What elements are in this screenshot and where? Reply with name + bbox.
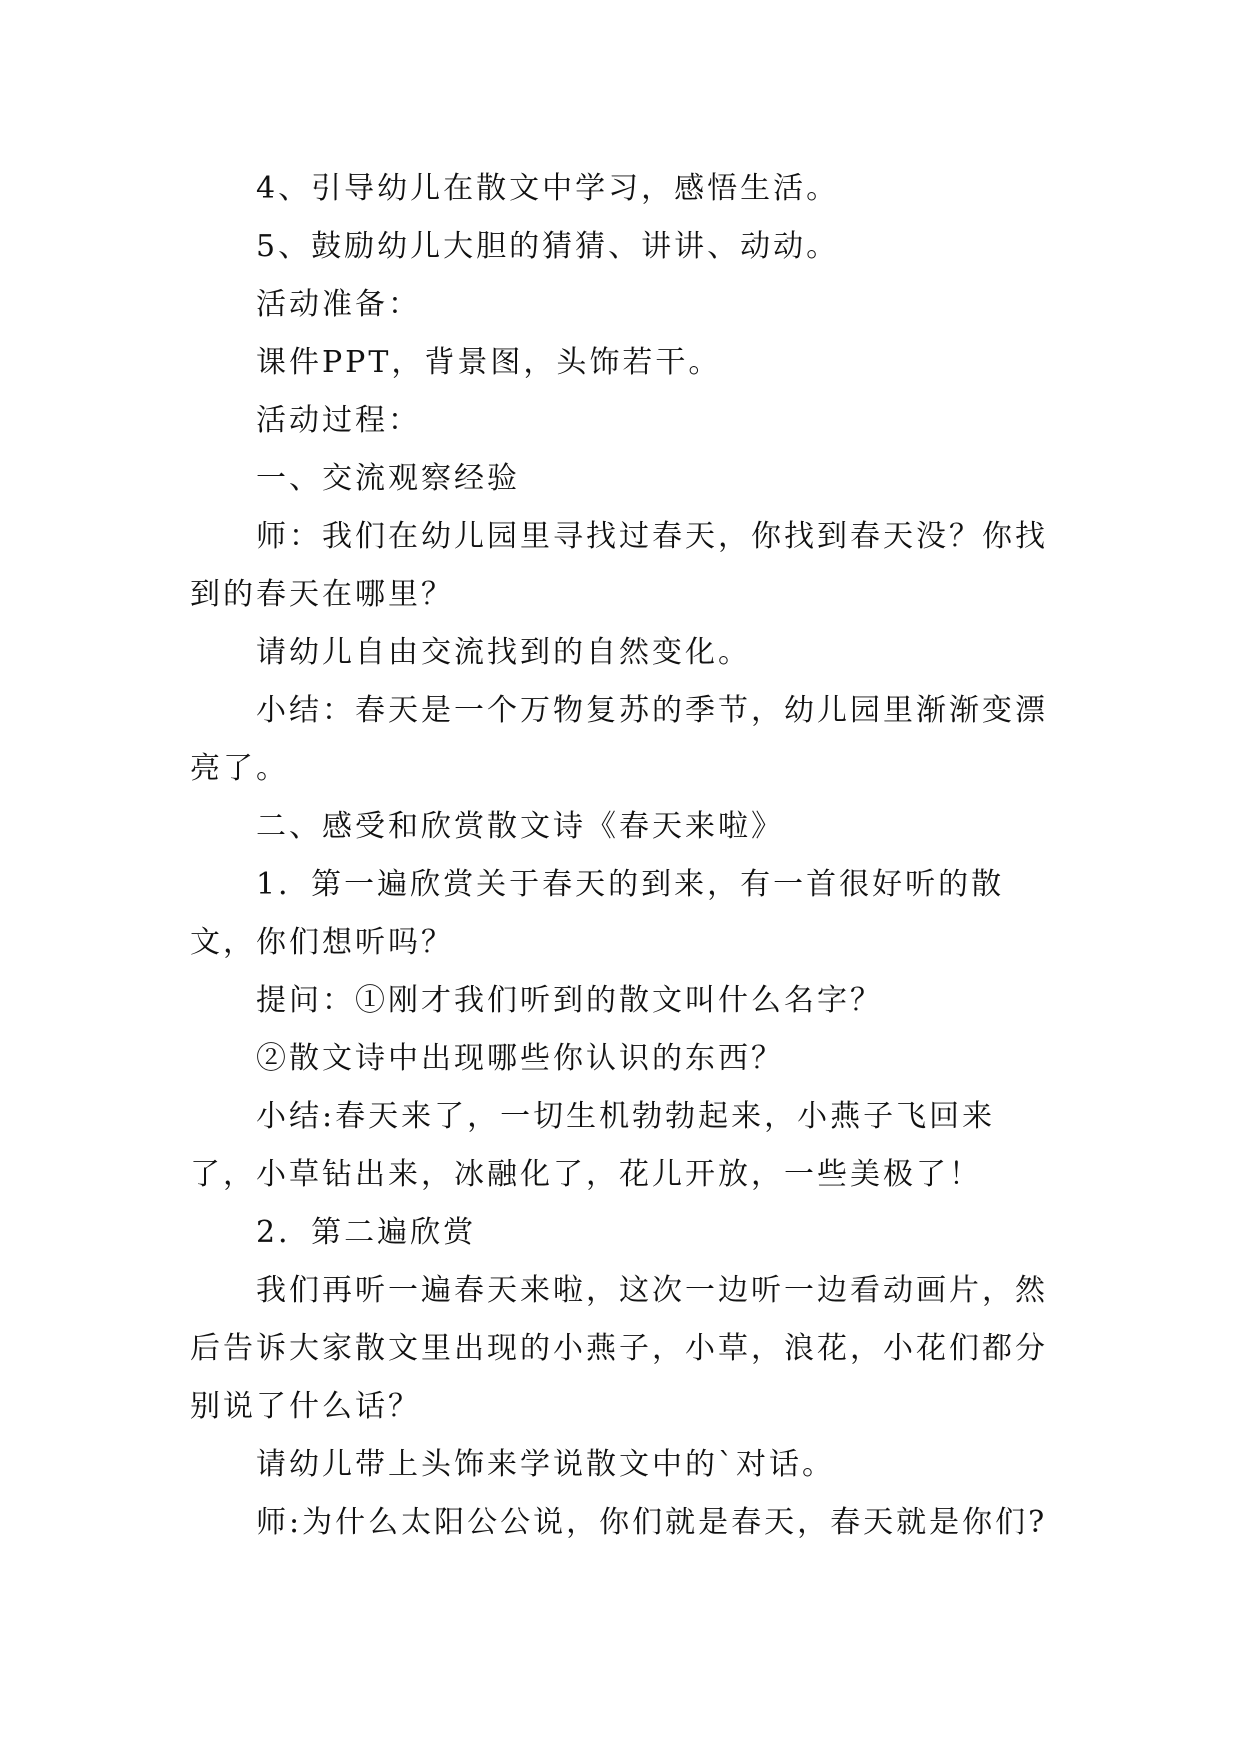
paragraph-question-2: ②散文诗中出现哪些你认识的东西？ <box>256 1041 784 1076</box>
section-heading-2: 二、感受和欣赏散文诗《春天来啦》 <box>256 809 784 844</box>
paragraph-question-1: 提问：①刚才我们听到的散文叫什么名字？ <box>256 983 883 1018</box>
paragraph-teacher-question: 师：我们在幼儿园里寻找过春天，你找到春天没？你找到的春天在哪里？ <box>190 519 1048 612</box>
section-heading-1: 一、交流观察经验 <box>256 461 520 496</box>
paragraph-first-listening: 1．第一遍欣赏关于春天的到来，有一首很好听的散文，你们想听吗？ <box>190 867 1005 960</box>
paragraph-goal-5: 5、鼓励幼儿大胆的猜猜、讲讲、动动。 <box>256 229 840 264</box>
heading-process: 活动过程： <box>256 403 421 438</box>
paragraph-dialogue-practice: 请幼儿带上头饰来学说散文中的`对话。 <box>256 1447 835 1482</box>
heading-preparation: 活动准备： <box>256 287 421 322</box>
paragraph-goal-4: 4、引导幼儿在散文中学习，感悟生活。 <box>256 171 840 206</box>
paragraph-summary-2: 小结:春天来了，一切生机勃勃起来，小燕子飞回来了，小草钻出来，冰融化了，花儿开放，一些美极了！ <box>190 1099 996 1192</box>
paragraph-summary-1: 小结：春天是一个万物复苏的季节，幼儿园里渐渐变漂亮了。 <box>190 693 1048 786</box>
paragraph-free-discussion: 请幼儿自由交流找到的自然变化。 <box>256 635 751 670</box>
document-body <box>190 160 1060 1552</box>
paragraph-second-listening: 我们再听一遍春天来啦，这次一边听一边看动画片，然后告诉大家散文里出现的小燕子，小草，浪花，小花们都分别说了什么话？ <box>190 1273 1048 1424</box>
paragraph-teacher-question-2: 师:为什么太阳公公说，你们就是春天，春天就是你们? <box>256 1505 1048 1540</box>
subheading-second-listening: 2．第二遍欣赏 <box>256 1215 477 1250</box>
paragraph-materials: 课件PPT，背景图，头饰若干。 <box>256 345 722 380</box>
